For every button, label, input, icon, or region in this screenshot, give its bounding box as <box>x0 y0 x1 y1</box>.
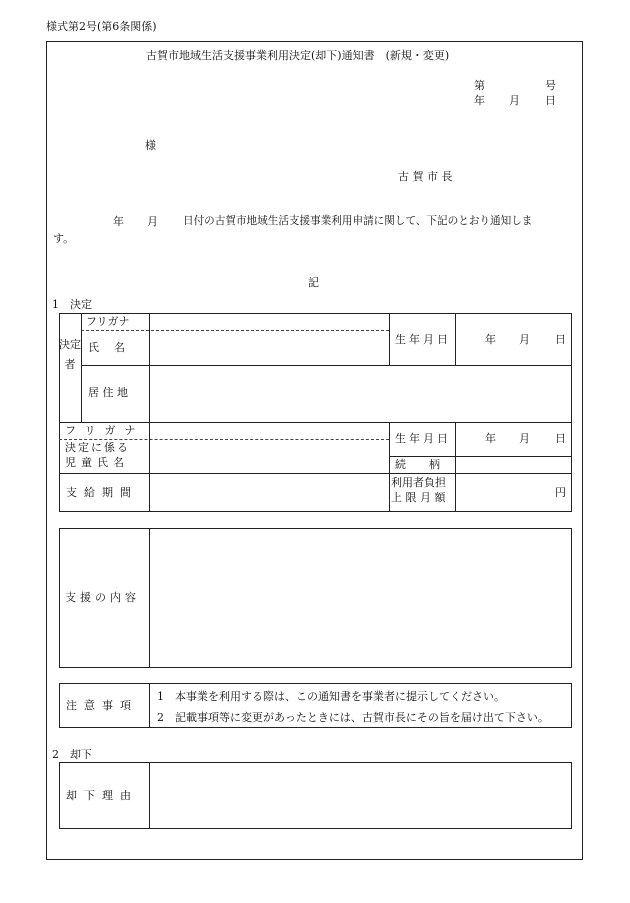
doc-date-month: 月 <box>509 94 520 107</box>
burden-label-2: 上 限 月 額 <box>391 491 446 504</box>
child-name-label-1: 決定に係る <box>65 441 130 454</box>
ki-heading: 記 <box>308 276 319 289</box>
support-content-label: 支援の内容 <box>65 591 140 604</box>
birthdate-2-month: 月 <box>519 432 530 445</box>
child-name-label-2: 児童氏名 <box>65 456 129 469</box>
decider-label: 決定者 <box>59 338 81 371</box>
birthdate-label-2: 生年月日 <box>395 432 451 445</box>
body-month: 月 <box>147 215 158 228</box>
notes-label: 注意事項 <box>66 699 138 712</box>
doc-no-go: 号 <box>545 79 556 92</box>
issuer: 古 賀 市 長 <box>398 170 453 183</box>
birthdate-2-day: 日 <box>555 432 566 445</box>
burden-label-1: 利用者負担 <box>391 476 446 489</box>
name-label: 氏 名 <box>88 341 127 354</box>
note-item-2: 2 記載事項等に変更があったときには、古賀市長にその旨を届け出て下さい。 <box>157 711 549 724</box>
section-2-heading: 2 却下 <box>52 748 92 761</box>
body-line-2: す。 <box>53 232 75 245</box>
birthdate-label-1: 生年月日 <box>395 333 451 346</box>
furigana-label-1: フリガナ <box>86 315 130 328</box>
section-1-heading: 1 決定 <box>52 298 92 311</box>
recipient-suffix: 様 <box>145 139 156 152</box>
birthdate-1-day: 日 <box>555 333 566 346</box>
address-label: 居 住 地 <box>88 386 128 399</box>
furigana-label-2: フリガナ <box>65 424 145 437</box>
form-number: 様式第2号(第6条関係) <box>46 20 157 33</box>
doc-no-dai: 第 <box>474 79 485 92</box>
note-item-1: 1 本事業を利用する際は、この通知書を事業者に提示してください。 <box>157 690 505 703</box>
doc-date-year: 年 <box>474 94 485 107</box>
yen-unit: 円 <box>555 486 566 499</box>
birthdate-1-month: 月 <box>519 333 530 346</box>
doc-date-day: 日 <box>545 94 556 107</box>
document-title: 古賀市地域生活支援事業利用決定(却下)通知書 (新規・変更) <box>146 49 450 62</box>
rejection-reason-label: 却下理由 <box>66 789 138 802</box>
body-line-1: 日付の古賀市地域生活支援事業利用申請に関して、下記のとおり通知しま <box>183 215 533 227</box>
birthdate-1-year: 年 <box>485 333 496 346</box>
birthdate-2-year: 年 <box>485 432 496 445</box>
relation-label: 続 柄 <box>395 458 446 471</box>
period-label: 支給期間 <box>66 486 138 499</box>
body-year: 年 <box>113 215 124 228</box>
